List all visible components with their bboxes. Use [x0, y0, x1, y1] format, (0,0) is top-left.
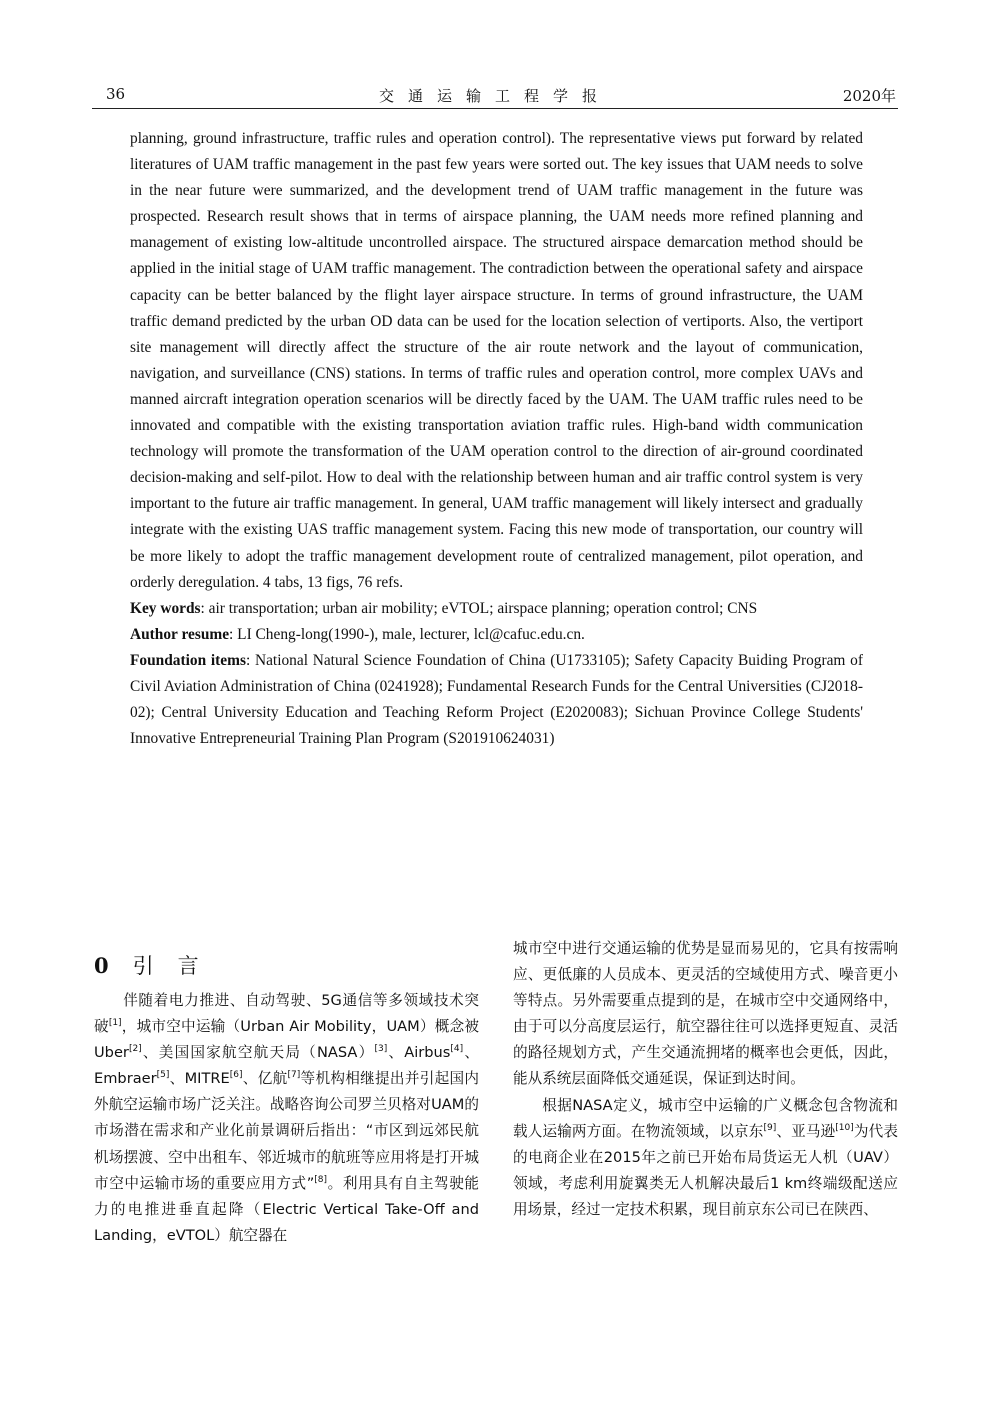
citation-ref[interactable]: [6] [229, 1070, 243, 1081]
text-run: 为代表的电商企业在2015年之前已开始布局货运无人机（UAV）领域，考虑利用旋翼类无人机解决最后1 km终端级配送应用场景，经过一定技术积累，现目前京东公司已在陕西、 [513, 1122, 898, 1218]
keywords-line [130, 596, 863, 622]
foundation-text: : National Natural Science Foundation of China (U1733105); Safety Capacity Buiding Program of Civil Aviation Administration of China (0241928); Fundamental Research Funds for the Central Universities (CJ2018-02); Central University Education and Teaching Reform Project (E2020083); Sichuan Province College Students' Innovative Entrepreneurial Training Plan Program (S201910624031) [130, 651, 863, 748]
author-label: Author resume [130, 625, 230, 643]
text-run: 、亚马逊 [776, 1122, 836, 1140]
foundation-line [130, 648, 863, 752]
text-run: 、Airbus [387, 1044, 451, 1062]
publication-year: 2020年 [842, 87, 896, 105]
citation-ref[interactable]: [10] [835, 1122, 854, 1133]
foundation-label: Foundation items [130, 651, 246, 669]
intro-paragraph-1 [94, 988, 479, 1249]
text-run: 根据NASA定义，城市空中运输的广义概念包含物流和载人运输两方面。在物流领域，以京东 [513, 1096, 898, 1140]
keywords-label: Key words [130, 599, 201, 617]
left-column [94, 988, 479, 1249]
running-header [92, 82, 898, 109]
page-number: 36 [106, 85, 126, 103]
section-heading [94, 950, 223, 980]
text-run: 、Embraer [94, 1044, 479, 1088]
intro-paragraph-2 [513, 1093, 898, 1223]
keywords-text: : air transportation; urban air mobility; eVTOL; airspace planning; operation control; CNS [200, 599, 758, 617]
text-run: ，城市空中运输（Urban Air Mobility，UAM）概念被Uber [94, 1018, 479, 1062]
section-title: 引言 [132, 954, 223, 978]
english-abstract [130, 126, 863, 752]
abstract-paragraph: planning, ground infrastructure, traffic rules and operation control). The representative views put forward by related literatures of UAM traffic management in the past few years were sorted out. The key issues that UAM needs to solve in the near future were summarized, and the development trend of UAM traffic management in the future was prospected. Research result shows that in terms of airspace planning, the UAM needs more refined planning and management of existing low-altitude uncontrolled airspace. The structured airspace demarcation method should be applied in the initial stage of UAM traffic management. The contradiction between the operational safety and airspace capacity can be better balanced by the flight layer airspace structure. In terms of ground infrastructure, the UAM traffic demand predicted by the urban OD data can be used for the location selection of vertiports. Also, the vertiport site management will directly affect the structure of the air route network and the layout of communication, navigation, and surveillance (CNS) stations. In terms of traffic rules and operation control, more complex UAVs and manned aircraft integration operation scenarios will be directly faced by the UAM. The UAM traffic rules need to be innovated and compatible with the existing transportation aviation traffic rules. High-band width communication technology will promote the transformation of the UAM operation control to the direction of air-ground coordinated decision-making and self-pilot. How to deal with the relationship between human and air traffic control system is very important to the future air traffic management. In general, UAM traffic management will likely intersect and gradually integrate with the existing UAS traffic management system. Facing this new mode of transportation, our country will be more likely to adopt the traffic management development route of centralized management, pilot operation, and orderly deregulation. 4 tabs, 13 figs, 76 refs. [130, 130, 863, 591]
citation-ref[interactable]: [5] [156, 1070, 170, 1081]
citation-ref[interactable]: [9] [763, 1122, 777, 1133]
citation-ref[interactable]: [7] [287, 1070, 301, 1081]
text-run: 伴随着电力推进、自动驾驶、5G通信等多领域技术突破 [94, 992, 479, 1036]
intro-paragraph-1-cont: 城市空中进行交通运输的优势是显而易见的，它具有按需响应、更低廉的人员成本、更灵活的空域使用方式、噪音更小等特点。另外需要重点提到的是，在城市空中交通网络中，由于可以分高度层运行，航空器往往可以选择更短直、灵活的路径规划方式，产生交通流拥堵的概率也会更低，因此，能从系统层面降低交通延误，保证到达时间。 [513, 940, 898, 1088]
text-run: 、亿航 [242, 1070, 288, 1088]
author-line [130, 622, 863, 648]
citation-ref[interactable]: [2] [128, 1044, 142, 1055]
section-number: 0 [94, 953, 111, 978]
citation-ref[interactable]: [4] [450, 1044, 464, 1055]
text-run: 。利用具有自主驾驶能力的电推进垂直起降（Electric Vertical Take-Off and Landing，eVTOL）航空器在 [94, 1174, 479, 1244]
text-run: 等机构相继提出并引起国内外航空运输市场广泛关注。战略咨询公司罗兰贝格对UAM的市场潜在需求和产业化前景调研后指出：“市区到远郊民航机场摆渡、空中出租车、邻近城市的航班等应用将是打开城市空中运输市场的重要应用方式” [94, 1070, 479, 1192]
citation-ref[interactable]: [1] [108, 1018, 122, 1029]
journal-title: 交通运输工程学报 [378, 87, 611, 105]
text-run: 、MITRE [169, 1070, 230, 1088]
citation-ref[interactable]: [3] [374, 1044, 388, 1055]
right-column [513, 936, 898, 1223]
citation-ref[interactable]: [8] [314, 1174, 328, 1185]
author-text: : LI Cheng-long(1990-), male, lecturer, lcl@cafuc.edu.cn. [229, 625, 585, 643]
text-run: 、美国国家航空航天局（NASA） [141, 1044, 375, 1062]
